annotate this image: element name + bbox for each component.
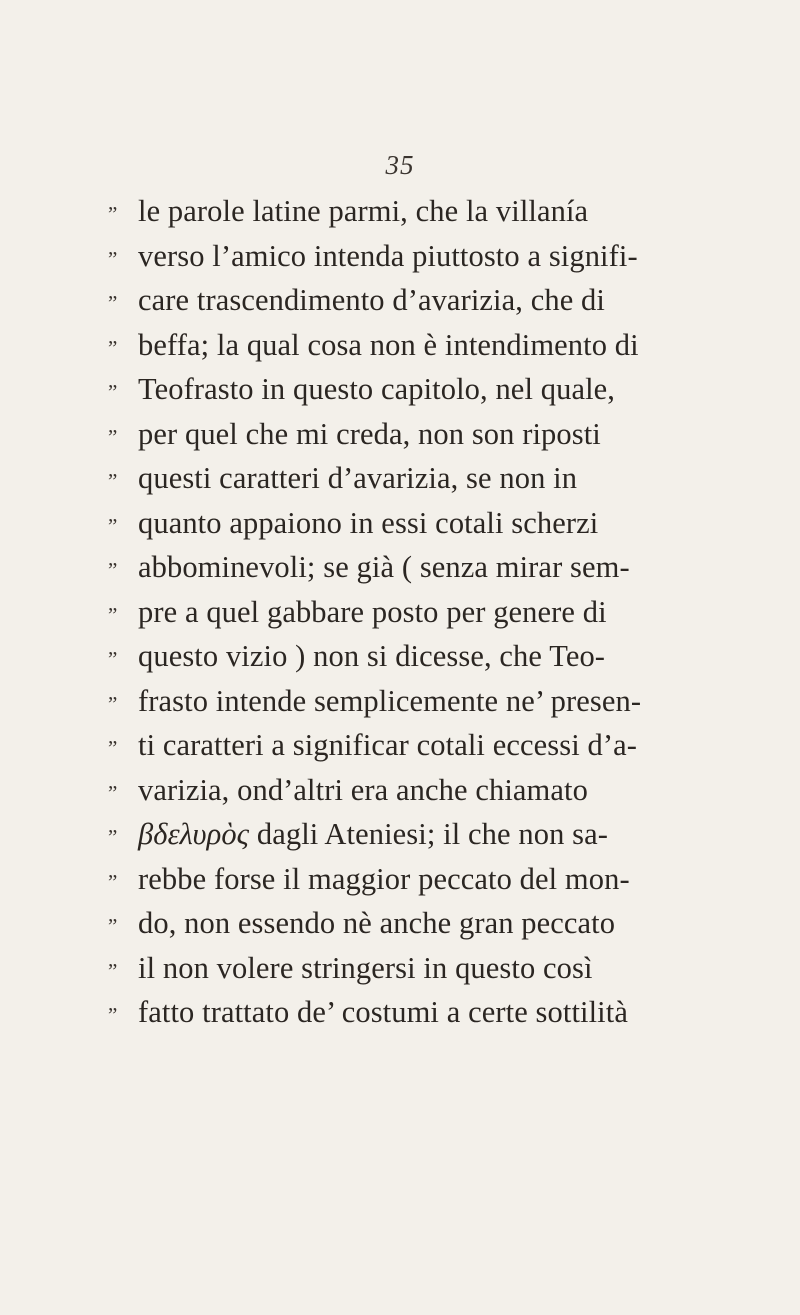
quote-mark: ” (108, 647, 118, 671)
greek-word: βδελυρὸς (138, 817, 250, 851)
text-line (108, 328, 708, 373)
line-text: frasto intende semplicemente ne’ presen- (138, 683, 642, 718)
text-line (108, 817, 708, 862)
line-text: do, non essendo nè anche gran peccato (138, 906, 616, 940)
line-text: fatto trattato de’ costumi a certe sottilità (138, 995, 628, 1029)
text-line (108, 862, 708, 907)
line-text: pre a quel gabbare posto per genere di (138, 594, 607, 629)
quote-mark: ” (108, 602, 118, 627)
quote-mark: ” (108, 869, 118, 894)
text-line (108, 550, 708, 595)
line-text (138, 817, 608, 852)
quote-mark: ” (108, 202, 118, 226)
line-text-rest: dagli Ateniesi; il che non sa- (256, 817, 609, 851)
line-text: le parole latine parmi, che la villanía (138, 194, 589, 228)
quote-mark: ” (108, 291, 118, 315)
line-text: care trascendimento d’avarizia, che di (138, 283, 605, 317)
quote-mark: ” (108, 424, 118, 449)
quote-mark: ” (108, 335, 118, 360)
text-line (108, 906, 708, 951)
text-line (108, 283, 708, 328)
text-line (108, 639, 708, 684)
line-text: per quel che mi creda, non son riposti (138, 416, 601, 451)
text-line (108, 684, 708, 729)
text-line (108, 194, 708, 239)
quote-mark: ” (108, 958, 118, 983)
line-text: beffa; la qual cosa non è intendimento di (138, 327, 639, 362)
text-line (108, 372, 708, 417)
text-line (108, 461, 708, 506)
quote-mark: ” (108, 691, 118, 716)
text-line (108, 951, 708, 996)
quote-mark: ” (108, 246, 118, 271)
line-text: varizia, ond’altri era anche chiamato (138, 772, 588, 807)
text-line (108, 995, 708, 1040)
text-line (108, 595, 708, 640)
quote-mark: ” (108, 469, 118, 493)
text-line (108, 417, 708, 462)
text-line (108, 506, 708, 551)
page-number: 35 (385, 150, 415, 180)
quote-mark: ” (108, 736, 118, 760)
line-text: quanto appaiono in essi cotali scherzi (138, 505, 599, 540)
quote-mark: ” (108, 914, 118, 938)
line-text: questi caratteri d’avarizia, se non in (138, 461, 578, 495)
line-text: ti caratteri a significar cotali eccessi d’a- (138, 728, 638, 762)
line-text: il non volere stringersi in questo così (138, 950, 593, 985)
line-text: questo vizio ) non si dicesse, che Teo- (138, 639, 606, 673)
line-text: rebbe forse il maggior peccato del mon- (138, 861, 630, 896)
quote-mark: ” (108, 1003, 118, 1027)
text-line (108, 239, 708, 284)
body-text (108, 194, 708, 1040)
quote-mark: ” (108, 780, 118, 805)
line-text: abbominevoli; se già ( senza mirar sem- (138, 550, 630, 584)
text-line (108, 728, 708, 773)
quote-mark: ” (108, 825, 118, 849)
text-line (108, 773, 708, 818)
line-text: Teofrasto in questo capitolo, nel quale, (138, 372, 616, 406)
line-text: verso l’amico intenda piuttosto a signifi- (138, 238, 638, 273)
quote-mark: ” (108, 380, 118, 404)
quote-mark: ” (108, 558, 118, 582)
quote-mark: ” (108, 513, 118, 538)
